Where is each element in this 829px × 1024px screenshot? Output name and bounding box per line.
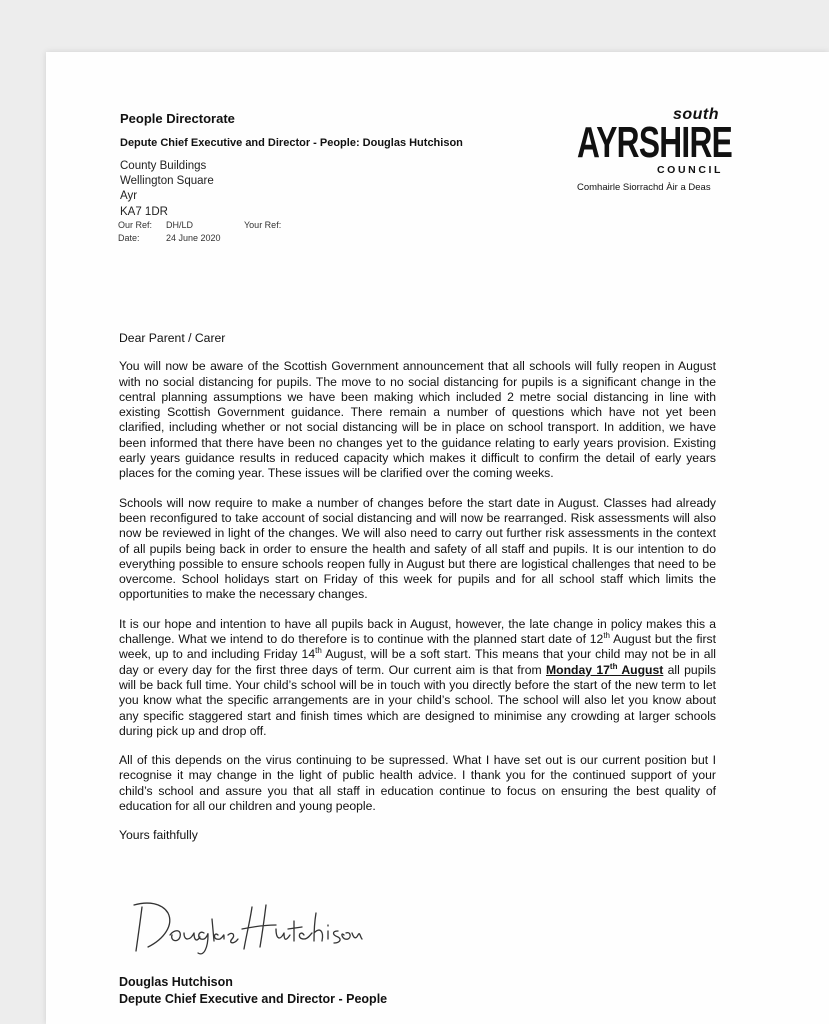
logo-council-text: COUNCIL xyxy=(657,164,724,176)
paragraph-4: All of this depends on the virus continuing to be supressed. What I have set out is our current position but I recognise it may change in the light of public health advice. I thank you for the continued support of your child’s school and assure you that all staff in education continue to focus on ensuring the best quality of education for all our children and young people. xyxy=(119,753,716,814)
p3-text: It is our hope and intention to have all pupils back in August, however, the late change in policy makes this a challenge. What we intend to do therefore is to continue with the planned start date of 12 xyxy=(119,616,716,647)
p3-text: August but the first week, up to and including Friday 14 xyxy=(119,632,716,662)
closing: Yours faithfully xyxy=(119,828,198,843)
depute-line: Depute Chief Executive and Director - People: Douglas Hutchison xyxy=(120,137,463,149)
signatory-title: Depute Chief Executive and Director - People xyxy=(119,992,388,1006)
address-line: KA7 1DR xyxy=(120,205,168,218)
address-line: Ayr xyxy=(120,190,138,203)
letter-body xyxy=(119,331,716,858)
signature-text: Douglas Hutchison xyxy=(128,891,137,892)
p3-text: all pupils will be back full time. Your child’s school will be in touch with you directly before the start of the new term to let you know what the specific arrangements are in your child’s school. The school will also let you know about any specific staggered start and finish times which are designed to minimise any crowding at larger schools during pick up and drop off. xyxy=(119,662,717,738)
salutation: Dear Parent / Carer xyxy=(119,331,226,345)
paragraph-2: Schools will now require to make a number of changes before the start date in August. Classes had already been reconfigured to take account of social distancing and will now be rearranged. Risk assessments will also now be reviewed in light of the changes. We will also need to carry out further risk assessments in the context of all pupils being back in order to ensure the health and safety of all staff and pupils. It is our intention to do everything possible to ensure schools reopen fully in August but there are logistical challenges that need to be overcome. School holidays start on Friday of this week for pupils and for all school staff which limits the opportunities to make the necessary changes. xyxy=(119,495,716,602)
our-ref-value: DH/LD xyxy=(166,220,194,230)
paragraph-3 xyxy=(119,617,716,739)
logo-gaelic-text: Comhairle Siorrachd Àir a Deas xyxy=(577,182,711,193)
ordinal-suffix: th xyxy=(609,661,618,671)
address-block xyxy=(120,159,214,220)
paragraph-1: You will now be aware of the Scottish Government announcement that all schools will fully reopen in August with no social distancing for pupils. The move to no social distancing for pupils is a significant change in the central planning assumptions we have been making which included 2 metre social distancing in line with existing Scottish Government guidance. There remain a number of questions which have not yet been clarified, including whether or not social distancing will be in place on school transport. In addition, we have been informed that there have been no changes yet to the guidance relating to early years provision. Existing early years guidance results in reduced capacity which makes it difficult to confirm the detail of early years places for the coming year. These issues will be clarified over the coming weeks. xyxy=(119,359,716,481)
directorate-heading: People Directorate xyxy=(120,111,235,126)
logo-south-text: south xyxy=(672,106,719,123)
start-date-emphasis xyxy=(546,663,663,677)
date-value: 24 June 2020 xyxy=(166,233,221,243)
start-date-text: August xyxy=(617,662,664,677)
ordinal-suffix: th xyxy=(603,630,610,640)
logo-ayrshire-text: AYRSHIRE xyxy=(577,118,733,167)
ordinal-suffix: th xyxy=(315,646,322,656)
address-line: Wellington Square xyxy=(120,175,214,188)
address-line: County Buildings xyxy=(120,160,207,172)
council-logo xyxy=(575,106,733,196)
p3-text: August, will be a soft start. This means that your child may not be in all day or every day for the first three days of term. Our current aim is that from xyxy=(119,647,717,677)
start-date-text: Monday 17 xyxy=(546,662,610,677)
date-label: Date: xyxy=(118,233,140,243)
your-ref-label: Your Ref: xyxy=(244,220,282,230)
our-ref-label: Our Ref: xyxy=(118,220,153,230)
handwritten-signature xyxy=(128,891,363,961)
signatory-name: Douglas Hutchison xyxy=(119,975,233,989)
